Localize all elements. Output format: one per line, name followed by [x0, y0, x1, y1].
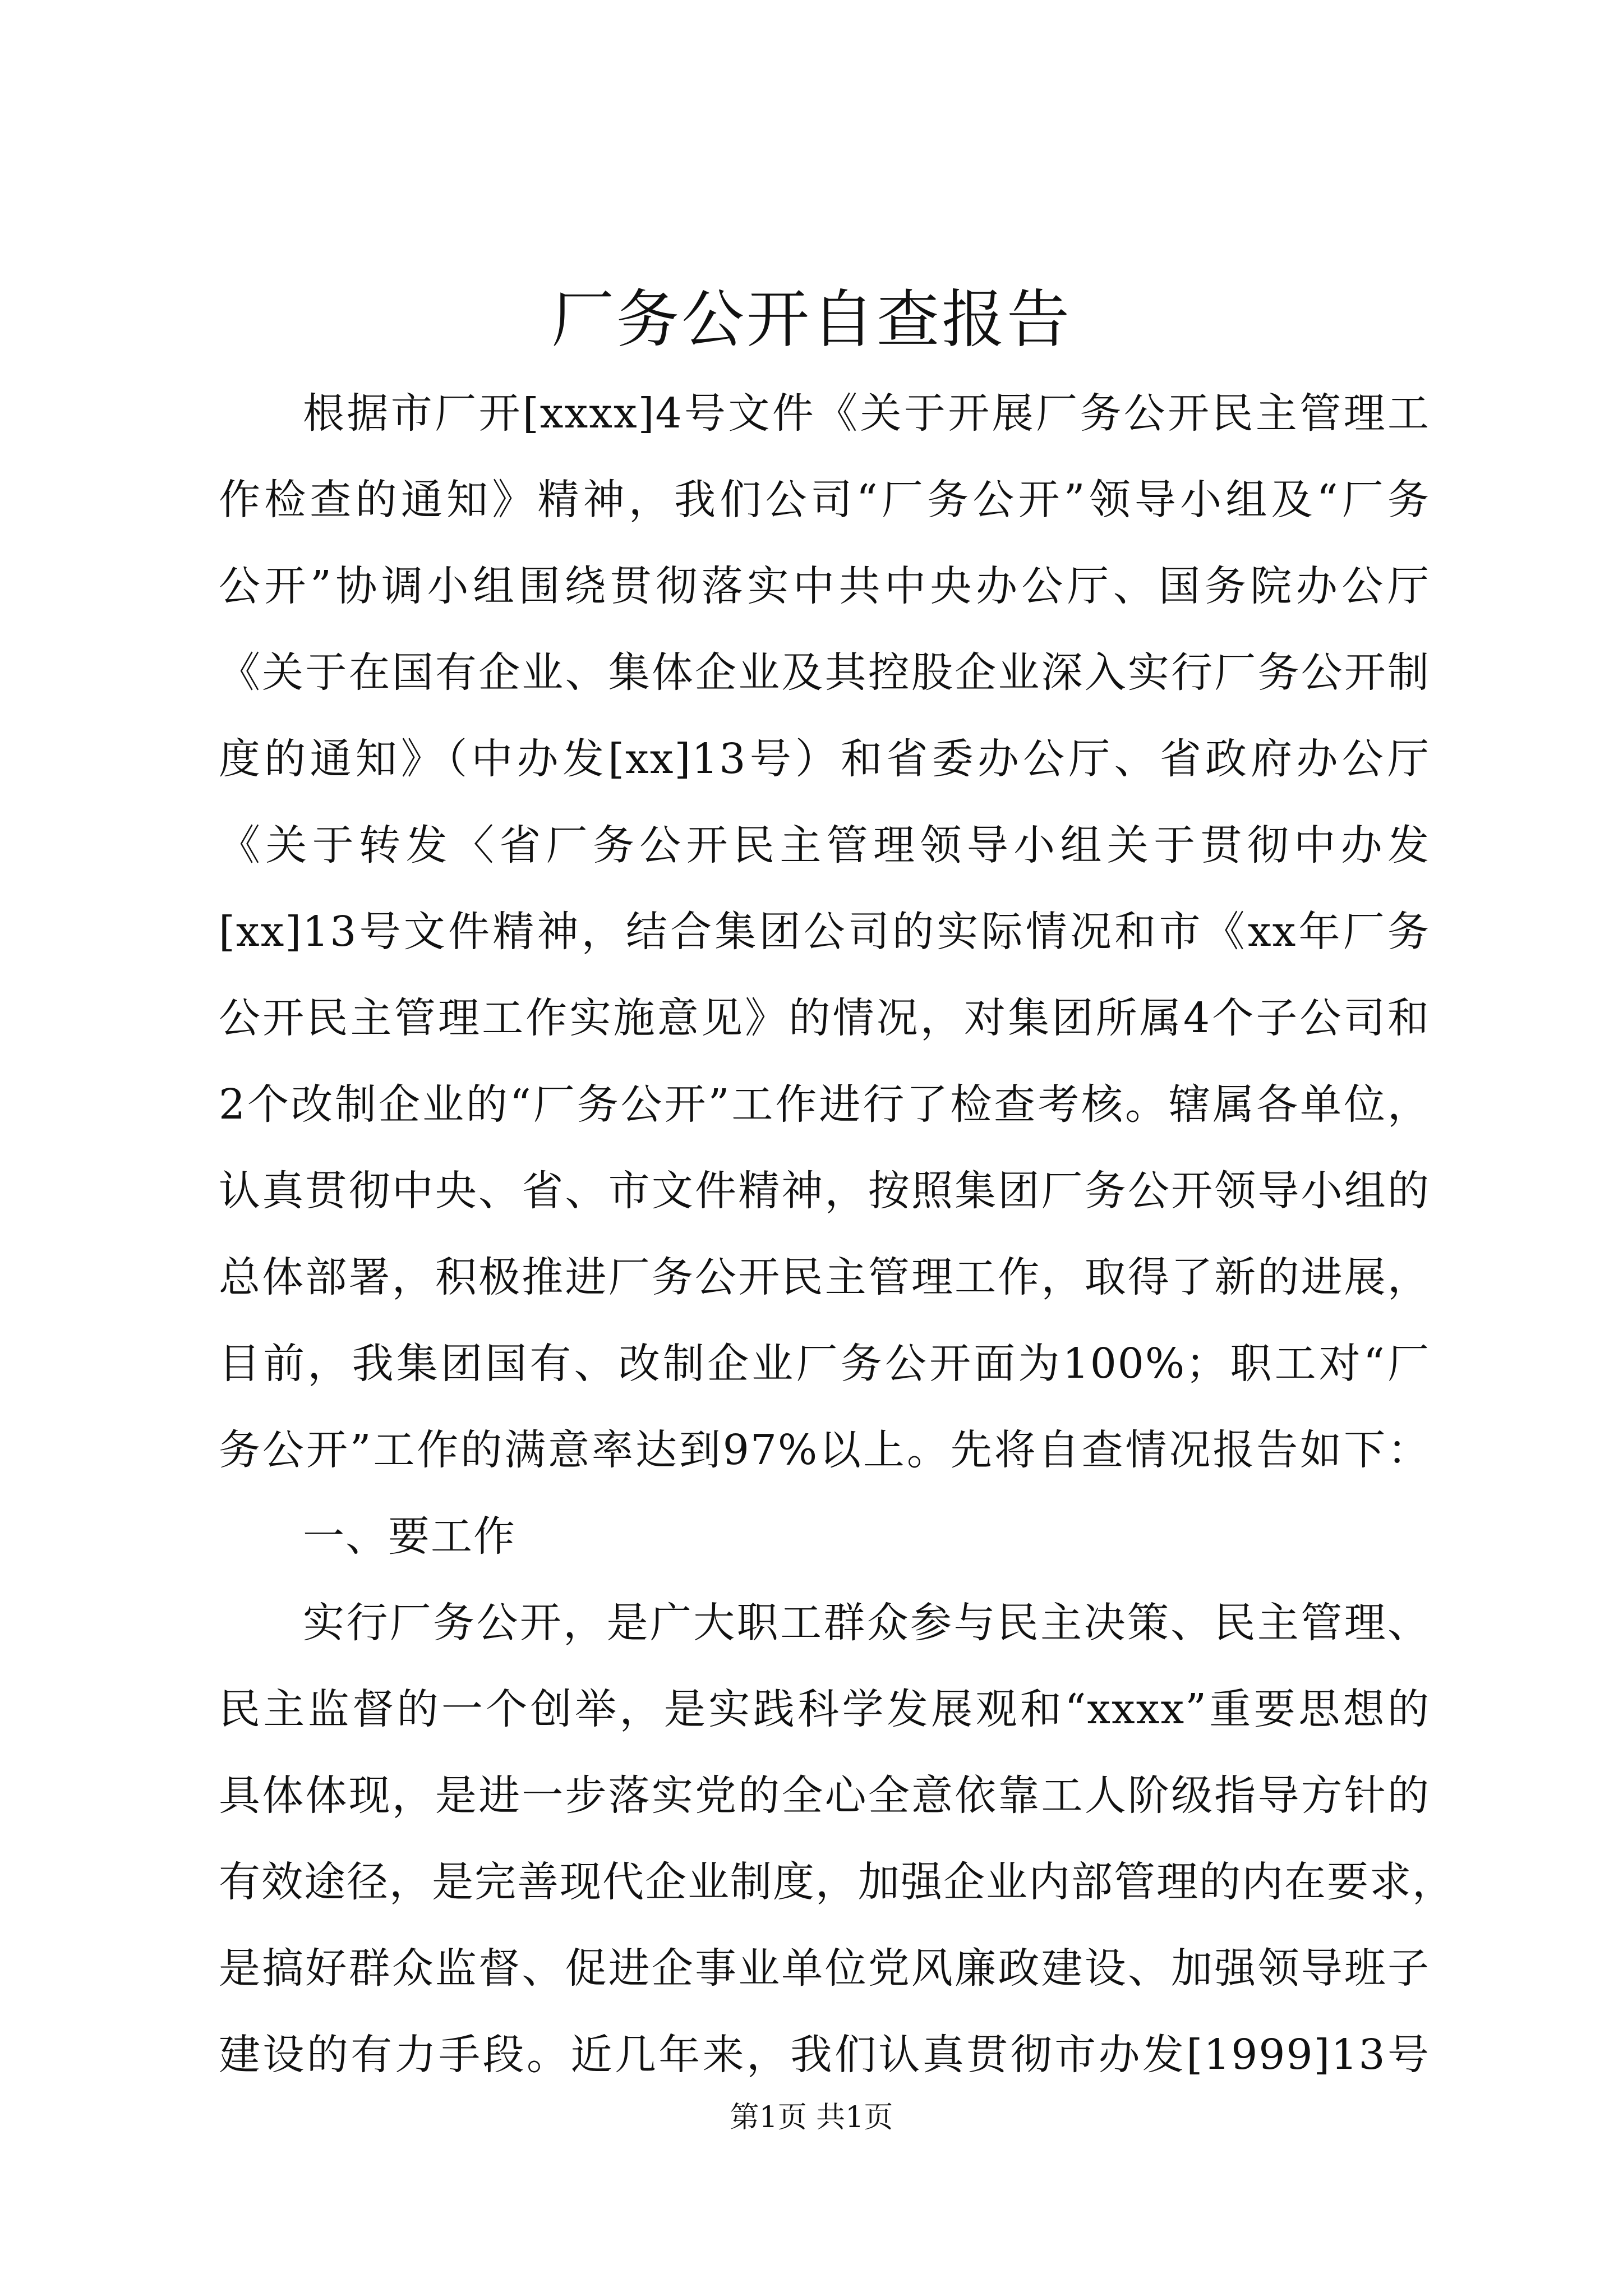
document-body [219, 370, 1455, 2098]
paragraph-2 [219, 1580, 1455, 2098]
paragraph-1 [219, 370, 1430, 1493]
paragraph-line: 《关于在国有企业、集体企业及其控股企业深入实行厂务公开制 [219, 648, 1430, 697]
paragraph-line: 公开”协调小组围绕贯彻落实中共中央办公厅、国务院办公厅 [219, 562, 1430, 610]
paragraph-line: 《关于转发〈省厂务公开民主管理领导小组关于贯彻中办发 [219, 821, 1430, 869]
paragraph-line: 是搞好群众监督、促进企事业单位党风廉政建设、加强领导班子 [219, 1944, 1430, 1993]
paragraph-line: 务公开”工作的满意率达到97%以上。先将自查情况报告如下： [219, 1426, 1430, 1474]
paragraph-line: 目前，我集团国有、改制企业厂务公开面为100%；职工对“厂 [219, 1340, 1430, 1388]
paragraph-line: 公开民主管理工作实施意见》的情况，对集团所属4个子公司和 [219, 994, 1430, 1042]
paragraph-line: 度的通知》（中办发[xx]13号）和省委办公厅、省政府办公厅 [219, 735, 1430, 783]
paragraph-line: 具体体现，是进一步落实党的全心全意依靠工人阶级指导方针的 [219, 1772, 1430, 1820]
paragraph-line: 认真贯彻中央、省、市文件精神，按照集团厂务公开领导小组的 [219, 1167, 1430, 1215]
page-footer: 第1页 共1页 [730, 2101, 893, 2134]
paragraph-line: 民主监督的一个创举，是实践科学发展观和“xxxx”重要思想的 [219, 1685, 1430, 1733]
paragraph-line: 总体部署，积极推进厂务公开民主管理工作，取得了新的进展， [219, 1253, 1430, 1301]
paragraph-line: 有效途径，是完善现代企业制度，加强企业内部管理的内在要求， [219, 1858, 1455, 1906]
paragraph-line: 实行厂务公开，是广大职工群众参与民主决策、民主管理、 [303, 1599, 1430, 1647]
paragraph-line: 2个改制企业的“厂务公开”工作进行了检查考核。辖属各单位， [219, 1080, 1430, 1129]
paragraph-line: 作检查的通知》精神，我们公司“厂务公开”领导小组及“厂务 [219, 476, 1430, 524]
document-title: 厂务公开自查报告 [551, 283, 1072, 356]
paragraph-line: [xx]13号文件精神，结合集团公司的实际情况和市《xx年厂务 [219, 908, 1430, 956]
paragraph-line: 建设的有力手段。近几年来，我们认真贯彻市办发[1999]13号 [219, 2031, 1430, 2079]
paragraph-line: 根据市厂开[xxxx]4号文件《关于开展厂务公开民主管理工 [303, 389, 1430, 438]
section-heading: 一、要工作 [303, 1512, 516, 1561]
